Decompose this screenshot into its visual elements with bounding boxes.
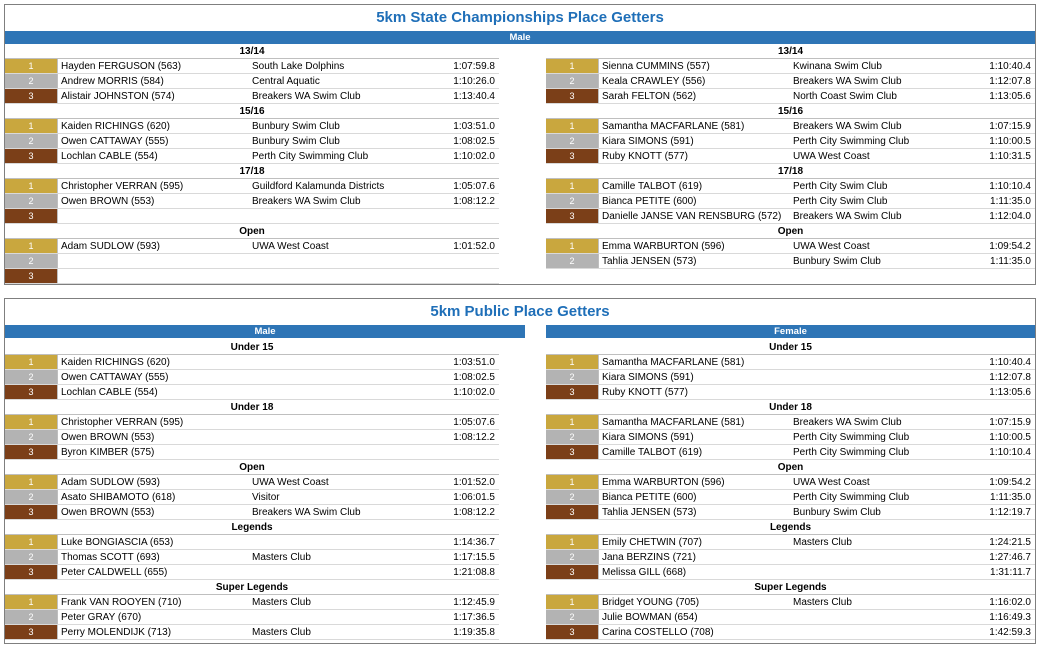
category-header: Open: [5, 460, 499, 475]
swimmer-name: Bianca PETITE (600): [602, 492, 697, 503]
swimmer-name: Byron KIMBER (575): [61, 447, 155, 458]
place-badge: 2: [546, 194, 599, 208]
category-header: 17/18: [5, 164, 499, 179]
club-name: Breakers WA Swim Club: [252, 507, 361, 518]
place-badge: 2: [5, 550, 58, 564]
result-row: [5, 134, 499, 149]
result-row: [5, 475, 499, 490]
club-name: UWA West Coast: [252, 477, 329, 488]
place-badge: 1: [546, 535, 599, 549]
swimmer-name: Adam SUDLOW (593): [61, 477, 160, 488]
finish-time: 1:31:11.7: [990, 567, 1031, 578]
result-row: [546, 385, 1035, 400]
place-badge: 3: [5, 565, 58, 579]
finish-time: 1:08:02.5: [453, 372, 495, 383]
category-header: Open: [546, 224, 1035, 239]
place-badge: 2: [5, 490, 58, 504]
club-name: Bunbury Swim Club: [793, 256, 881, 267]
finish-time: 1:10:02.0: [453, 387, 495, 398]
result-row: [546, 194, 1035, 209]
result-row: [5, 415, 499, 430]
finish-time: 1:19:35.8: [453, 627, 495, 638]
place-badge: 1: [546, 59, 599, 73]
result-row: [5, 269, 499, 284]
club-name: Kwinana Swim Club: [793, 61, 882, 72]
category-header: Open: [5, 224, 499, 239]
category-header: Open: [546, 460, 1035, 475]
result-row: [5, 610, 499, 625]
swimmer-name: Emma WARBURTON (596): [602, 477, 725, 488]
result-row: [5, 505, 499, 520]
swimmer-name: Melissa GILL (668): [602, 567, 687, 578]
place-badge: 3: [546, 89, 599, 103]
club-name: Masters Club: [252, 552, 311, 563]
public-female-results: [546, 340, 1035, 640]
finish-time: 1:10:10.4: [989, 447, 1031, 458]
place-badge: 2: [5, 74, 58, 88]
finish-time: 1:07:15.9: [989, 417, 1031, 428]
category-header: Super Legends: [5, 580, 499, 595]
place-badge: 2: [546, 550, 599, 564]
place-badge: 3: [546, 625, 599, 639]
result-row: [5, 59, 499, 74]
club-name: Perth City Swim Club: [793, 196, 888, 207]
finish-time: 1:17:36.5: [453, 612, 495, 623]
state-male-gender-header: Male: [5, 31, 1035, 44]
finish-time: 1:10:02.0: [453, 151, 495, 162]
place-badge: 1: [546, 119, 599, 133]
finish-time: 1:13:40.4: [453, 91, 495, 102]
category-header: Under 18: [546, 400, 1035, 415]
result-row: [546, 209, 1035, 224]
place-badge: 2: [546, 254, 599, 268]
club-name: Breakers WA Swim Club: [252, 91, 361, 102]
swimmer-name: Sienna CUMMINS (557): [602, 61, 710, 72]
swimmer-name: Owen BROWN (553): [61, 432, 155, 443]
result-row: [5, 430, 499, 445]
swimmer-name: Christopher VERRAN (595): [61, 181, 184, 192]
club-name: Perth City Swimming Club: [793, 447, 910, 458]
swimmer-name: Jana BERZINS (721): [602, 552, 696, 563]
finish-time: 1:27:46.7: [989, 552, 1031, 563]
swimmer-name: Lochlan CABLE (554): [61, 151, 158, 162]
place-badge: 3: [546, 445, 599, 459]
place-badge: 3: [5, 89, 58, 103]
result-row: [546, 370, 1035, 385]
category-header: Under 18: [5, 400, 499, 415]
finish-time: 1:10:40.4: [989, 357, 1031, 368]
place-badge: 3: [546, 209, 599, 223]
finish-time: 1:14:36.7: [453, 537, 495, 548]
result-row: [5, 209, 499, 224]
finish-time: 1:11:35.0: [990, 492, 1031, 503]
swimmer-name: Owen BROWN (553): [61, 507, 155, 518]
swimmer-name: Samantha MACFARLANE (581): [602, 417, 745, 428]
club-name: Breakers WA Swim Club: [252, 196, 361, 207]
finish-time: 1:10:40.4: [989, 61, 1031, 72]
swimmer-name: Kaiden RICHINGS (620): [61, 357, 170, 368]
result-row: [5, 74, 499, 89]
result-row: [546, 415, 1035, 430]
swimmer-name: Kaiden RICHINGS (620): [61, 121, 170, 132]
public-female-gender-header: Female: [546, 325, 1035, 338]
swimmer-name: Ruby KNOTT (577): [602, 151, 688, 162]
result-row: [546, 254, 1035, 269]
finish-time: 1:13:05.6: [989, 91, 1031, 102]
place-badge: 3: [5, 149, 58, 163]
finish-time: 1:42:59.3: [989, 627, 1031, 638]
club-name: South Lake Dolphins: [252, 61, 345, 72]
finish-time: 1:24:21.5: [989, 537, 1031, 548]
finish-time: 1:12:45.9: [453, 597, 495, 608]
swimmer-name: Peter GRAY (670): [61, 612, 142, 623]
club-name: Central Aquatic: [252, 76, 320, 87]
category-header: Legends: [5, 520, 499, 535]
result-row: [546, 59, 1035, 74]
finish-time: 1:03:51.0: [453, 357, 495, 368]
club-name: Perth City Swimming Club: [793, 136, 910, 147]
finish-time: 1:01:52.0: [453, 477, 495, 488]
result-row: [546, 74, 1035, 89]
swimmer-name: Bianca PETITE (600): [602, 196, 697, 207]
state-championships-panel: [4, 4, 1036, 285]
result-row: [546, 610, 1035, 625]
finish-time: 1:08:02.5: [453, 136, 495, 147]
result-row: [546, 355, 1035, 370]
result-row: [546, 430, 1035, 445]
category-header: Under 15: [546, 340, 1035, 355]
public-male-results: [5, 340, 499, 640]
finish-time: 1:12:04.0: [989, 211, 1031, 222]
place-badge: 3: [5, 269, 58, 283]
place-badge: 2: [5, 254, 58, 268]
club-name: Breakers WA Swim Club: [793, 121, 902, 132]
place-badge: 1: [546, 239, 599, 253]
club-name: Masters Club: [793, 537, 852, 548]
place-badge: 1: [5, 59, 58, 73]
swimmer-name: Kiara SIMONS (591): [602, 136, 694, 147]
swimmer-name: Lochlan CABLE (554): [61, 387, 158, 398]
place-badge: 1: [5, 535, 58, 549]
swimmer-name: Julie BOWMAN (654): [602, 612, 698, 623]
club-name: UWA West Coast: [793, 151, 870, 162]
place-badge: 2: [5, 370, 58, 384]
club-name: Breakers WA Swim Club: [793, 417, 902, 428]
place-badge: 1: [5, 119, 58, 133]
result-row: [546, 475, 1035, 490]
public-male-gender-header: Male: [5, 325, 525, 338]
swimmer-name: Owen BROWN (553): [61, 196, 155, 207]
finish-time: 1:16:02.0: [989, 597, 1031, 608]
result-row: [5, 565, 499, 580]
result-row: [546, 550, 1035, 565]
place-badge: 2: [5, 610, 58, 624]
swimmer-name: Andrew MORRIS (584): [61, 76, 164, 87]
place-badge: 3: [5, 625, 58, 639]
swimmer-name: Samantha MACFARLANE (581): [602, 357, 745, 368]
swimmer-name: Sarah FELTON (562): [602, 91, 697, 102]
club-name: Visitor: [252, 492, 280, 503]
club-name: Perth City Swim Club: [793, 181, 888, 192]
place-badge: 3: [546, 149, 599, 163]
place-badge: 1: [5, 179, 58, 193]
result-row: [5, 254, 499, 269]
swimmer-name: Samantha MACFARLANE (581): [602, 121, 745, 132]
swimmer-name: Alistair JOHNSTON (574): [61, 91, 175, 102]
place-badge: 1: [546, 475, 599, 489]
result-row: [546, 565, 1035, 580]
state-male-results: [5, 44, 499, 284]
swimmer-name: Emily CHETWIN (707): [602, 537, 703, 548]
place-badge: 2: [546, 610, 599, 624]
swimmer-name: Camille TALBOT (619): [602, 181, 703, 192]
swimmer-name: Kiara SIMONS (591): [602, 372, 694, 383]
finish-time: 1:05:07.6: [453, 181, 495, 192]
finish-time: 1:10:00.5: [989, 136, 1031, 147]
finish-time: 1:03:51.0: [453, 121, 495, 132]
finish-time: 1:11:35.0: [990, 196, 1031, 207]
state-championships-title: 5km State Championships Place Getters: [376, 9, 664, 26]
swimmer-name: Peter CALDWELL (655): [61, 567, 168, 578]
place-badge: 1: [5, 415, 58, 429]
state-female-results: [546, 44, 1035, 269]
result-row: [546, 134, 1035, 149]
place-badge: 3: [5, 209, 58, 223]
finish-time: 1:07:59.8: [453, 61, 495, 72]
finish-time: 1:11:35.0: [990, 256, 1031, 267]
result-row: [546, 535, 1035, 550]
place-badge: 1: [5, 239, 58, 253]
swimmer-name: Camille TALBOT (619): [602, 447, 703, 458]
finish-time: 1:10:10.4: [989, 181, 1031, 192]
result-row: [546, 505, 1035, 520]
place-badge: 1: [5, 595, 58, 609]
place-badge: 2: [546, 370, 599, 384]
swimmer-name: Owen CATTAWAY (555): [61, 136, 169, 147]
result-row: [5, 445, 499, 460]
swimmer-name: Ruby KNOTT (577): [602, 387, 688, 398]
club-name: Bunbury Swim Club: [252, 121, 340, 132]
place-badge: 2: [546, 134, 599, 148]
club-name: Masters Club: [793, 597, 852, 608]
finish-time: 1:06:01.5: [453, 492, 495, 503]
swimmer-name: Asato SHIBAMOTO (618): [61, 492, 176, 503]
place-badge: 1: [5, 355, 58, 369]
result-row: [546, 595, 1035, 610]
result-row: [5, 89, 499, 104]
swimmer-name: Kiara SIMONS (591): [602, 432, 694, 443]
club-name: Perth City Swimming Club: [793, 432, 910, 443]
place-badge: 1: [546, 355, 599, 369]
swimmer-name: Emma WARBURTON (596): [602, 241, 725, 252]
place-badge: 3: [546, 385, 599, 399]
result-row: [546, 149, 1035, 164]
finish-time: 1:08:12.2: [453, 507, 495, 518]
place-badge: 1: [5, 475, 58, 489]
club-name: North Coast Swim Club: [793, 91, 897, 102]
club-name: Perth City Swimming Club: [793, 492, 910, 503]
club-name: Bunbury Swim Club: [252, 136, 340, 147]
result-row: [546, 490, 1035, 505]
club-name: Guildford Kalamunda Districts: [252, 181, 385, 192]
finish-time: 1:12:07.8: [989, 76, 1031, 87]
result-row: [5, 179, 499, 194]
finish-time: 1:07:15.9: [989, 121, 1031, 132]
swimmer-name: Tahlia JENSEN (573): [602, 507, 697, 518]
public-place-getters-panel: [4, 298, 1036, 644]
place-badge: 1: [546, 179, 599, 193]
finish-time: 1:13:05.6: [989, 387, 1031, 398]
result-row: [5, 625, 499, 640]
finish-time: 1:10:26.0: [453, 76, 495, 87]
result-row: [546, 119, 1035, 134]
place-badge: 2: [546, 74, 599, 88]
result-row: [5, 370, 499, 385]
place-badge: 2: [546, 490, 599, 504]
swimmer-name: Adam SUDLOW (593): [61, 241, 160, 252]
category-header: Under 15: [5, 340, 499, 355]
finish-time: 1:12:07.8: [989, 372, 1031, 383]
result-row: [5, 595, 499, 610]
place-badge: 3: [5, 445, 58, 459]
category-header: Super Legends: [546, 580, 1035, 595]
result-row: [546, 445, 1035, 460]
finish-time: 1:09:54.2: [989, 241, 1031, 252]
result-row: [5, 149, 499, 164]
club-name: Masters Club: [252, 597, 311, 608]
club-name: Breakers WA Swim Club: [793, 211, 902, 222]
result-row: [5, 490, 499, 505]
swimmer-name: Frank VAN ROOYEN (710): [61, 597, 182, 608]
club-name: Breakers WA Swim Club: [793, 76, 902, 87]
result-row: [5, 119, 499, 134]
result-row: [5, 355, 499, 370]
place-badge: 3: [546, 505, 599, 519]
swimmer-name: Carina COSTELLO (708): [602, 627, 714, 638]
finish-time: 1:17:15.5: [453, 552, 495, 563]
result-row: [5, 194, 499, 209]
swimmer-name: Christopher VERRAN (595): [61, 417, 184, 428]
swimmer-name: Keala CRAWLEY (556): [602, 76, 706, 87]
finish-time: 1:05:07.6: [453, 417, 495, 428]
swimmer-name: Tahlia JENSEN (573): [602, 256, 697, 267]
result-row: [546, 625, 1035, 640]
finish-time: 1:10:31.5: [989, 151, 1031, 162]
result-row: [5, 239, 499, 254]
category-header: 13/14: [546, 44, 1035, 59]
category-header: 13/14: [5, 44, 499, 59]
swimmer-name: Bridget YOUNG (705): [602, 597, 700, 608]
finish-time: 1:08:12.2: [453, 432, 495, 443]
category-header: 15/16: [546, 104, 1035, 119]
place-badge: 3: [5, 385, 58, 399]
result-row: [5, 550, 499, 565]
club-name: Perth City Swimming Club: [252, 151, 369, 162]
swimmer-name: Hayden FERGUSON (563): [61, 61, 182, 72]
finish-time: 1:21:08.8: [453, 567, 495, 578]
place-badge: 2: [5, 134, 58, 148]
swimmer-name: Luke BONGIASCIA (653): [61, 537, 174, 548]
club-name: Masters Club: [252, 627, 311, 638]
place-badge: 1: [546, 415, 599, 429]
swimmer-name: Owen CATTAWAY (555): [61, 372, 169, 383]
swimmer-name: Perry MOLENDIJK (713): [61, 627, 172, 638]
finish-time: 1:01:52.0: [453, 241, 495, 252]
result-row: [546, 179, 1035, 194]
finish-time: 1:12:19.7: [989, 507, 1031, 518]
category-header: 15/16: [5, 104, 499, 119]
result-row: [5, 385, 499, 400]
result-row: [546, 89, 1035, 104]
result-row: [5, 535, 499, 550]
place-badge: 2: [5, 194, 58, 208]
club-name: Bunbury Swim Club: [793, 507, 881, 518]
club-name: UWA West Coast: [793, 241, 870, 252]
place-badge: 3: [5, 505, 58, 519]
finish-time: 1:16:49.3: [989, 612, 1031, 623]
place-badge: 2: [5, 430, 58, 444]
finish-time: 1:08:12.2: [453, 196, 495, 207]
place-badge: 2: [546, 430, 599, 444]
place-badge: 1: [546, 595, 599, 609]
public-place-getters-title: 5km Public Place Getters: [430, 303, 610, 320]
finish-time: 1:09:54.2: [989, 477, 1031, 488]
category-header: Legends: [546, 520, 1035, 535]
category-header: 17/18: [546, 164, 1035, 179]
swimmer-name: Thomas SCOTT (693): [61, 552, 160, 563]
result-row: [546, 239, 1035, 254]
club-name: UWA West Coast: [793, 477, 870, 488]
place-badge: 3: [546, 565, 599, 579]
swimmer-name: Danielle JANSE VAN RENSBURG (572): [602, 211, 782, 222]
club-name: UWA West Coast: [252, 241, 329, 252]
finish-time: 1:10:00.5: [989, 432, 1031, 443]
